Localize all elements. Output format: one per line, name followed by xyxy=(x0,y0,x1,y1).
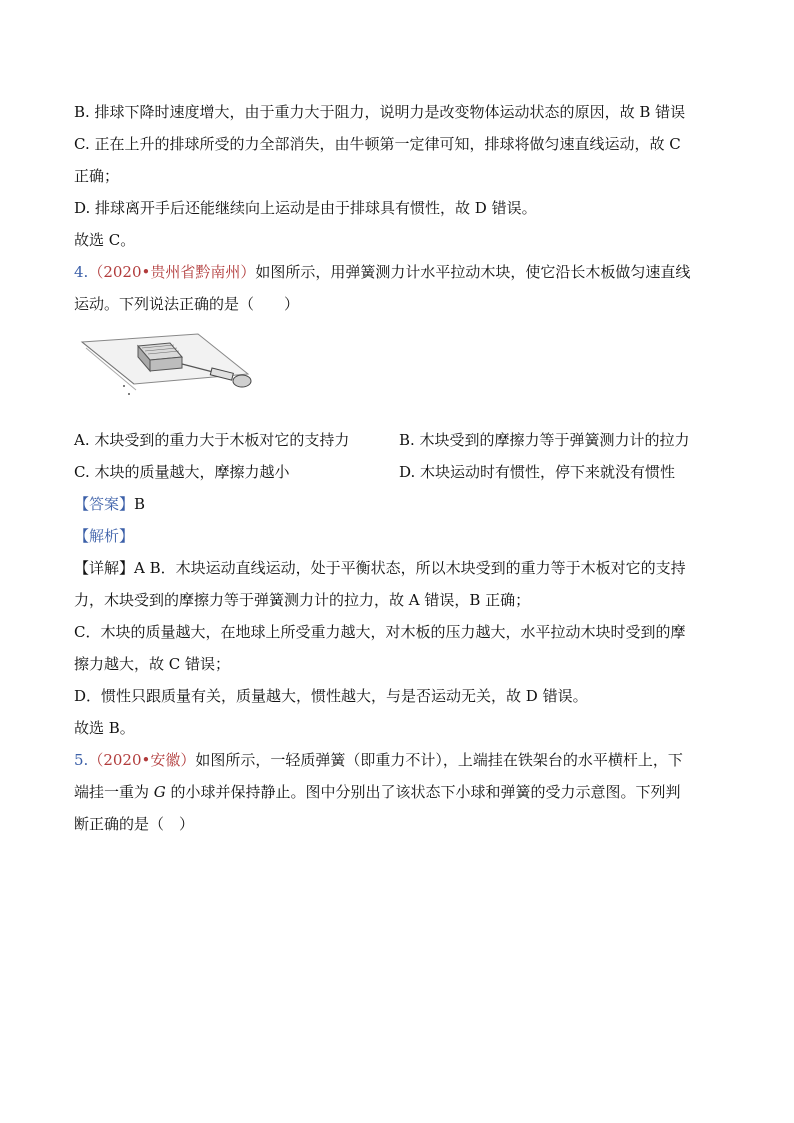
q4-detail-line2: 力，木块受到的摩擦力等于弹簧测力计的拉力，故 A 错误，B 正确； xyxy=(74,591,531,609)
answer-value: B xyxy=(134,495,146,513)
detail-label: 【详解】 xyxy=(74,559,135,577)
prev-option-d: D. 排球离开手后还能继续向上运动是由于排球具有惯性，故 D 错误。 xyxy=(74,199,537,217)
answer-label: 【答案】 xyxy=(74,495,135,513)
q4-conclusion: 故选 B。 xyxy=(74,719,135,737)
prev-conclusion: 故选 C。 xyxy=(74,231,136,249)
q4-detail-line5: D．惯性只跟质量有关，质量越大，惯性越大，与是否运动无关，故 D 错误。 xyxy=(74,687,588,705)
q4-options-row1 xyxy=(74,424,724,456)
prev-option-c: C. 正在上升的排球所受的力全部消失，由牛顿第一定律可知，排球将做匀速直线运动，故 C xyxy=(74,135,681,153)
q4-option-b: B. 木块受到的摩擦力等于弹簧测力计的拉力 xyxy=(399,431,690,449)
q4-number: 4. xyxy=(74,263,89,281)
q5-stem-line1 xyxy=(74,744,724,776)
q4-option-a: A. 木块受到的重力大于木板对它的支持力 xyxy=(74,431,350,449)
q5-variable-g: G xyxy=(153,783,166,801)
q4-detail-line4: 擦力越大，故 C 错误； xyxy=(74,655,231,673)
prev-option-b: B. 排球下降时速度增大，由于重力大于阻力，说明力是改变物体运动状态的原因，故 B 错误 xyxy=(74,103,686,121)
q4-figure-image xyxy=(74,320,724,424)
q4-source: （2020•贵州省黔南州） xyxy=(88,263,256,281)
detail-text: A B．木块运动直线运动，处于平衡状态，所以木块受到的重力等于木板对它的支持 xyxy=(134,559,686,577)
prev-option-c-cont: 正确； xyxy=(74,167,120,185)
q5-stem-line2 xyxy=(74,776,724,808)
spring-scale-block-illustration xyxy=(78,324,258,420)
document-page xyxy=(74,96,724,840)
q4-detail-line3: C．木块的质量越大，在地球上所受重力越大，对木板的压力越大，水平拉动木块时受到的摩 xyxy=(74,623,686,641)
q4-option-d: D. 木块运动时有惯性，停下来就没有惯性 xyxy=(399,463,676,481)
q4-stem-text: 如图所示，用弹簧测力计水平拉动木块，使它沿长木板做匀速直线 xyxy=(255,263,691,281)
q5-stem-line3: 断正确的是（ ） xyxy=(74,815,195,833)
q4-option-c: C. 木块的质量越大，摩擦力越小 xyxy=(74,463,290,481)
q5-stem-pre: 端挂一重为 xyxy=(74,783,154,801)
q4-stem-line1 xyxy=(74,256,724,288)
q5-stem-post: 的小球并保持静止。图中分别出了该状态下小球和弹簧的受力示意图。下列判 xyxy=(165,783,681,801)
analysis-label: 【解析】 xyxy=(74,527,135,545)
q5-stem-text: 如图所示，一轻质弹簧（即重力不计），上端挂在铁架台的水平横杆上，下 xyxy=(195,751,683,769)
q5-source: （2020•安徽） xyxy=(88,751,196,769)
q4-stem-line2: 运动。下列说法正确的是（ ） xyxy=(74,295,300,313)
q5-number: 5. xyxy=(74,751,89,769)
q4-answer xyxy=(74,488,724,520)
q4-options-row2 xyxy=(74,456,724,488)
q4-detail-line1 xyxy=(74,552,724,584)
